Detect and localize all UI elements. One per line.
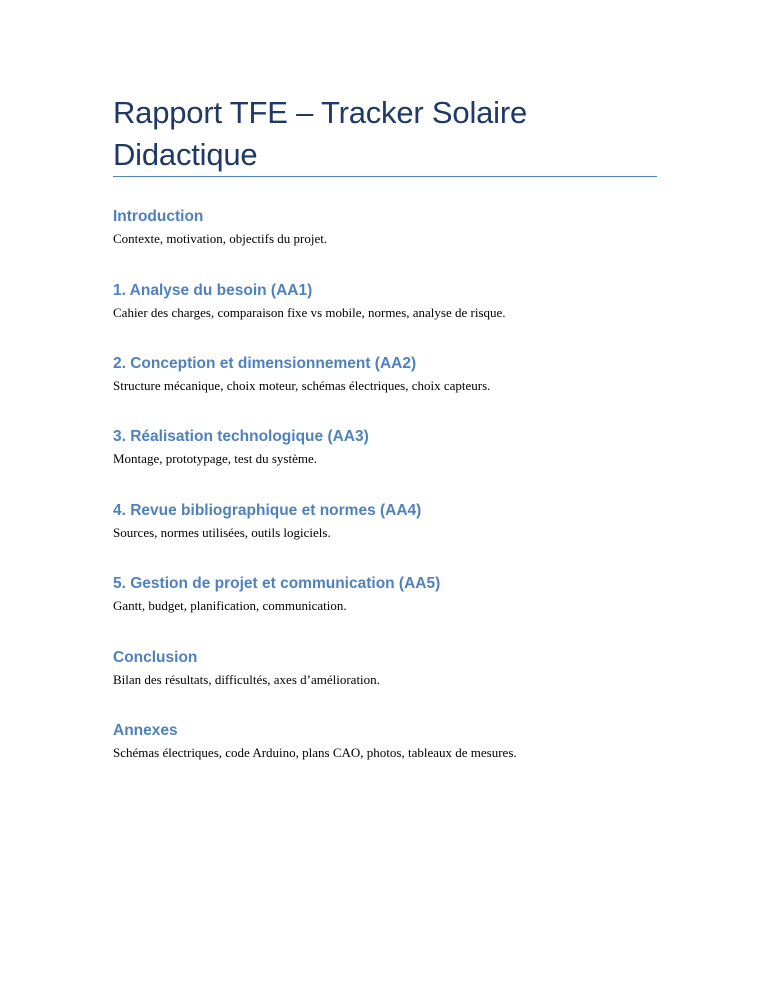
section-body: Contexte, motivation, objectifs du projet.: [113, 231, 328, 246]
section-analyse-du-besoin: [113, 281, 673, 321]
section-heading: 3. Réalisation technologique (AA3): [113, 428, 369, 445]
section-body: Cahier des charges, comparaison fixe vs mobile, normes, analyse de risque.: [113, 305, 506, 320]
section-gestion-de-projet: [113, 574, 673, 614]
section-heading: Conclusion: [113, 649, 198, 666]
section-body: Structure mécanique, choix moteur, schémas électriques, choix capteurs.: [113, 378, 491, 393]
section-body: Gantt, budget, planification, communication.: [113, 598, 347, 613]
section-heading: 4. Revue bibliographique et normes (AA4): [113, 502, 422, 519]
document-title: Rapport TFE – Tracker Solaire Didactique: [113, 95, 528, 172]
section-heading: 2. Conception et dimensionnement (AA2): [113, 355, 417, 372]
section-body: Montage, prototypage, test du système.: [113, 451, 317, 466]
section-annexes: [113, 721, 673, 761]
section-introduction: [113, 207, 673, 247]
section-body: Sources, normes utilisées, outils logiciels.: [113, 525, 331, 540]
section-revue-bibliographique: [113, 501, 673, 541]
section-conclusion: [113, 648, 673, 688]
section-body: Schémas électriques, code Arduino, plans CAO, photos, tableaux de mesures.: [113, 745, 517, 760]
section-conception-dimensionnement: [113, 354, 673, 394]
section-heading: Introduction: [113, 208, 204, 225]
section-heading: Annexes: [113, 722, 178, 739]
section-body: Bilan des résultats, difficultés, axes d’amélioration.: [113, 672, 380, 687]
section-heading: 1. Analyse du besoin (AA1): [113, 282, 313, 299]
section-heading: 5. Gestion de projet et communication (AA5): [113, 575, 441, 592]
title-underline-divider: [113, 176, 657, 177]
section-realisation-technologique: [113, 427, 673, 467]
